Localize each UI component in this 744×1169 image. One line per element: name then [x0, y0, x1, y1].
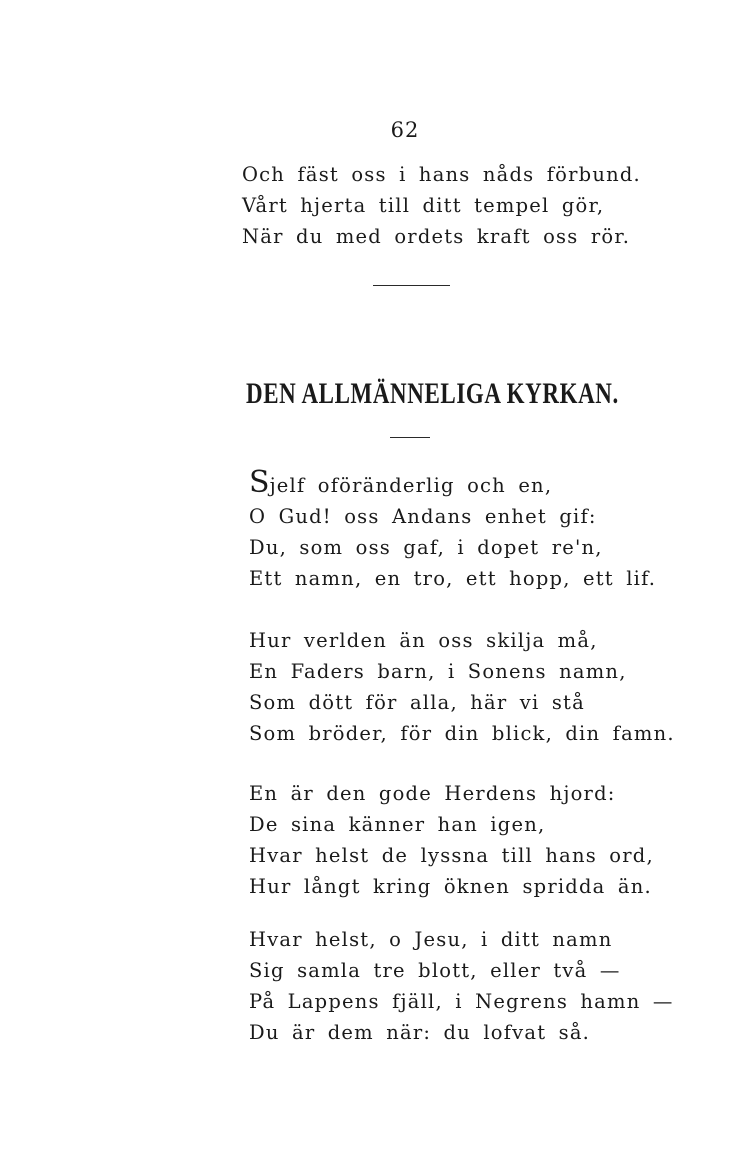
- verse-line: Och fäst oss i hans nåds förbund.: [242, 163, 641, 186]
- verse-line: Du, som oss gaf, i dopet re'n,: [249, 536, 603, 559]
- drop-cap: S: [249, 465, 270, 500]
- first-line-text: jelf oföränderlig och en,: [269, 474, 553, 497]
- section-divider: [373, 285, 450, 286]
- verse-line: Hur långt kring öknen spridda än.: [249, 875, 652, 898]
- stanza-2: [249, 625, 675, 749]
- verse-line: De sina känner han igen,: [249, 813, 546, 836]
- verse-line: Som bröder, för din blick, din famn.: [249, 722, 675, 745]
- verse-line: En Faders barn, i Sonens namn,: [249, 660, 627, 683]
- verse-line: En är den gode Herdens hjord:: [249, 782, 616, 805]
- verse-line: Vårt hjerta till ditt tempel gör,: [242, 194, 605, 217]
- page-number: 62: [390, 118, 420, 142]
- verse-line: På Lappens fjäll, i Negrens hamn —: [249, 990, 674, 1013]
- stanza-4: [249, 924, 674, 1048]
- verse-line: När du med ordets kraft oss rör.: [242, 225, 631, 248]
- verse-line: [249, 465, 656, 501]
- stanza-3: [249, 778, 654, 902]
- verse-line: Som dött för alla, här vi stå: [249, 691, 585, 714]
- stanza-1: [249, 465, 657, 594]
- verse-line: Hvar helst de lyssna till hans ord,: [249, 844, 654, 867]
- verse-line: Hur verlden än oss skilja må,: [249, 629, 598, 652]
- verse-line: Sig samla tre blott, eller två —: [249, 959, 621, 982]
- verse-line: O Gud! oss Andans enhet gif:: [249, 505, 597, 528]
- poem-title: DEN ALLMÄNNELIGA KYRKAN.: [246, 377, 619, 410]
- verse-line: Du är dem när: du lofvat så.: [249, 1021, 591, 1044]
- closing-verse-previous-poem: [242, 159, 641, 252]
- verse-line: Hvar helst, o Jesu, i ditt namn: [249, 928, 613, 951]
- title-rule: [390, 437, 430, 438]
- verse-line: Ett namn, en tro, ett hopp, ett lif.: [249, 567, 657, 590]
